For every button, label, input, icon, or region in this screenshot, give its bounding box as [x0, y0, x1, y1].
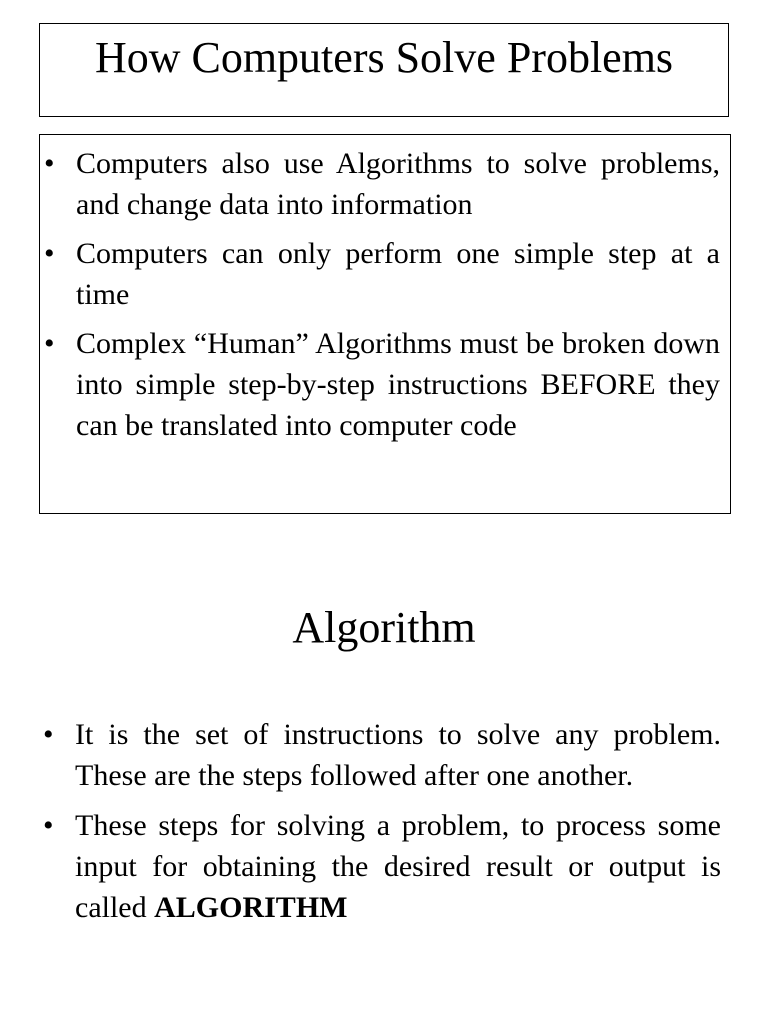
- bullet-text: It is the set of instructions to solve any problem. These are the steps followed after one another.: [75, 718, 721, 792]
- bullet-marker: •: [44, 237, 55, 270]
- bullet-item: [40, 323, 720, 446]
- bullet-item: [40, 143, 720, 225]
- bullet-marker: •: [44, 147, 55, 180]
- bullet-item: [40, 233, 720, 315]
- bullet-text: Computers also use Algorithms to solve problems, and change data into information: [76, 147, 720, 221]
- bullet-text: These steps for solving a problem, to process some input for obtaining the desired result or output is called: [75, 809, 721, 924]
- bullet-list: [39, 714, 721, 928]
- bullet-text: Complex “Human” Algorithms must be broken down into simple step-by-step instructions BEFORE they can be translated into computer code: [76, 327, 720, 442]
- bullet-item: [39, 805, 721, 928]
- algorithm-emphasis: ALGORITHM: [154, 891, 348, 924]
- bullet-marker: •: [44, 327, 55, 360]
- algorithm-content: [39, 714, 721, 928]
- slide-content-box: [39, 134, 731, 514]
- bullet-list: [40, 135, 730, 446]
- slide-title-box: [39, 23, 729, 117]
- bullet-item: [39, 714, 721, 796]
- bullet-text: Computers can only perform one simple step at a time: [76, 237, 720, 311]
- slide-title: How Computers Solve Problems: [94, 33, 674, 82]
- section-title: Algorithm: [292, 603, 476, 652]
- bullet-marker: •: [43, 809, 54, 842]
- bullet-marker: •: [43, 718, 54, 751]
